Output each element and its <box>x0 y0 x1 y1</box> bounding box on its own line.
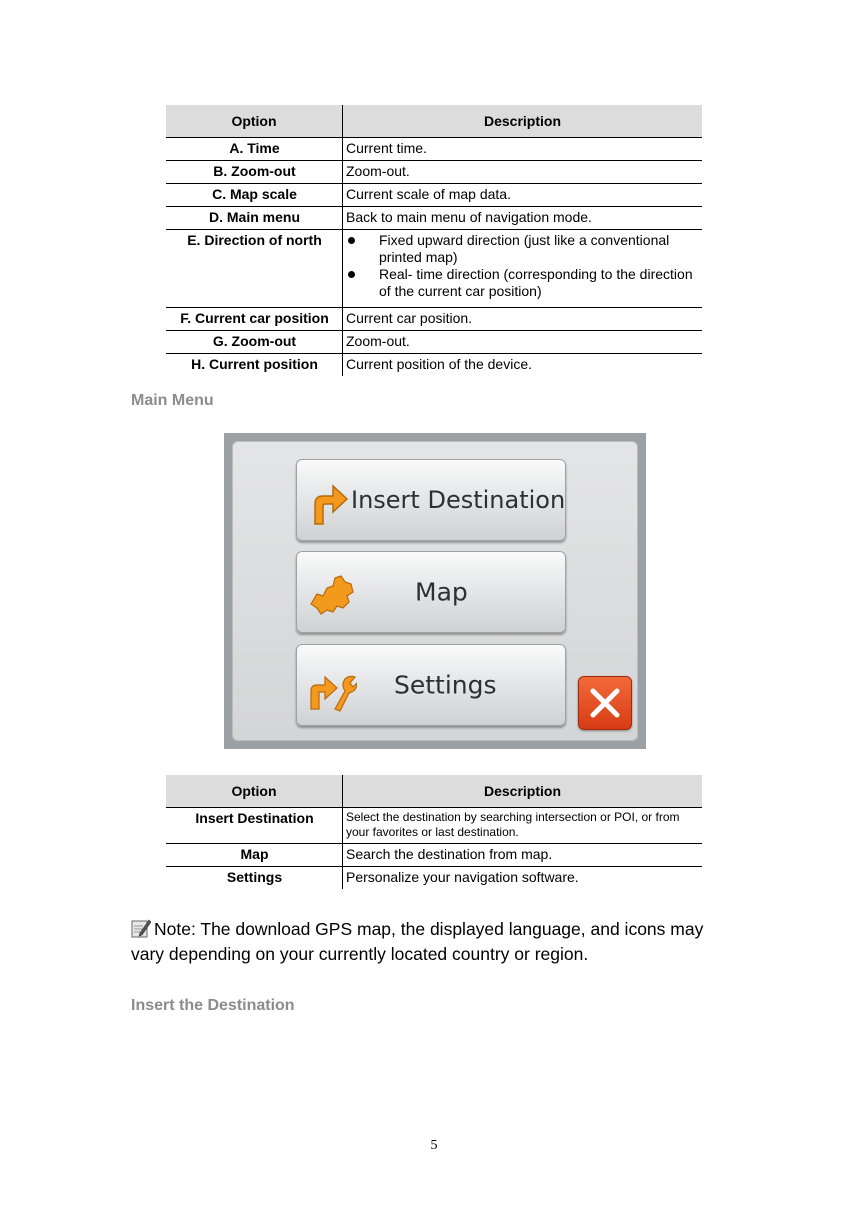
note-text: Note: The download GPS map, the displayed language, and icons may vary depending on your currently located country or region. <box>131 919 704 964</box>
bullet-item <box>346 232 700 266</box>
description-header: Description <box>343 105 703 138</box>
wrench-arrow-icon <box>307 657 357 713</box>
table-row <box>166 331 702 354</box>
note <box>131 917 731 967</box>
option-cell: A. Time <box>166 138 343 161</box>
description-cell: Current position of the device. <box>343 354 703 377</box>
option-cell: C. Map scale <box>166 184 343 207</box>
option-cell: G. Zoom-out <box>166 331 343 354</box>
option-header: Option <box>166 105 343 138</box>
table-row <box>166 844 702 867</box>
description-cell: Select the destination by searching intersection or POI, or from your favorites or last destination. <box>343 808 703 844</box>
description-header: Description <box>343 775 703 808</box>
insert-destination-label: Insert Destination <box>351 486 566 514</box>
settings-label: Settings <box>394 670 497 700</box>
description-cell <box>343 230 703 308</box>
option-cell: Insert Destination <box>166 808 343 844</box>
settings-button[interactable] <box>296 644 566 726</box>
close-button[interactable] <box>578 676 632 730</box>
table-row <box>166 184 702 207</box>
turn-arrow-icon <box>307 472 357 528</box>
note-pencil-icon <box>131 918 151 938</box>
option-cell: H. Current position <box>191 356 318 372</box>
bullet-text: Fixed upward direction (just like a conventional printed map) <box>379 232 670 265</box>
table-row <box>166 230 702 308</box>
table-row <box>166 808 702 844</box>
table-row <box>166 138 702 161</box>
option-header: Option <box>166 775 343 808</box>
section-heading-main-menu: Main Menu <box>131 392 214 409</box>
table-row <box>166 354 702 377</box>
description-cell: Zoom-out. <box>343 161 703 184</box>
option-cell: Map <box>166 844 343 867</box>
option-cell: F. Current car position <box>166 308 343 331</box>
bullet-icon <box>348 237 355 244</box>
menu-options-table <box>166 775 702 889</box>
options-table <box>166 105 702 376</box>
description-cell: Back to main menu of navigation mode. <box>343 207 703 230</box>
table-row <box>166 207 702 230</box>
europe-map-icon <box>307 564 357 620</box>
option-cell: D. Main menu <box>166 207 343 230</box>
option-cell: E. Direction of north <box>166 230 343 308</box>
option-cell: B. Zoom-out <box>166 161 343 184</box>
bullet-text: Real- time direction (corresponding to the direction of the current car position) <box>379 266 693 299</box>
bullet-icon <box>348 271 355 278</box>
bullet-list <box>346 232 700 300</box>
description-cell: Current scale of map data. <box>343 184 703 207</box>
description-cell: Zoom-out. <box>343 331 703 354</box>
bullet-item <box>346 266 700 300</box>
map-label: Map <box>415 577 468 607</box>
option-cell: Settings <box>226 869 283 885</box>
description-cell: Personalize your navigation software. <box>343 867 703 890</box>
description-cell: Current car position. <box>343 308 703 331</box>
description-cell: Search the destination from map. <box>343 844 703 867</box>
page-number: 5 <box>430 1138 438 1153</box>
table-row <box>166 867 702 890</box>
map-button[interactable] <box>296 551 566 633</box>
table-row <box>166 308 702 331</box>
menu-panel <box>232 441 638 741</box>
description-cell: Current time. <box>343 138 703 161</box>
main-menu-screenshot <box>224 433 646 749</box>
insert-destination-button[interactable] <box>296 459 566 541</box>
section-heading-insert-destination: Insert the Destination <box>131 997 295 1014</box>
table-row <box>166 161 702 184</box>
close-icon <box>579 677 631 729</box>
